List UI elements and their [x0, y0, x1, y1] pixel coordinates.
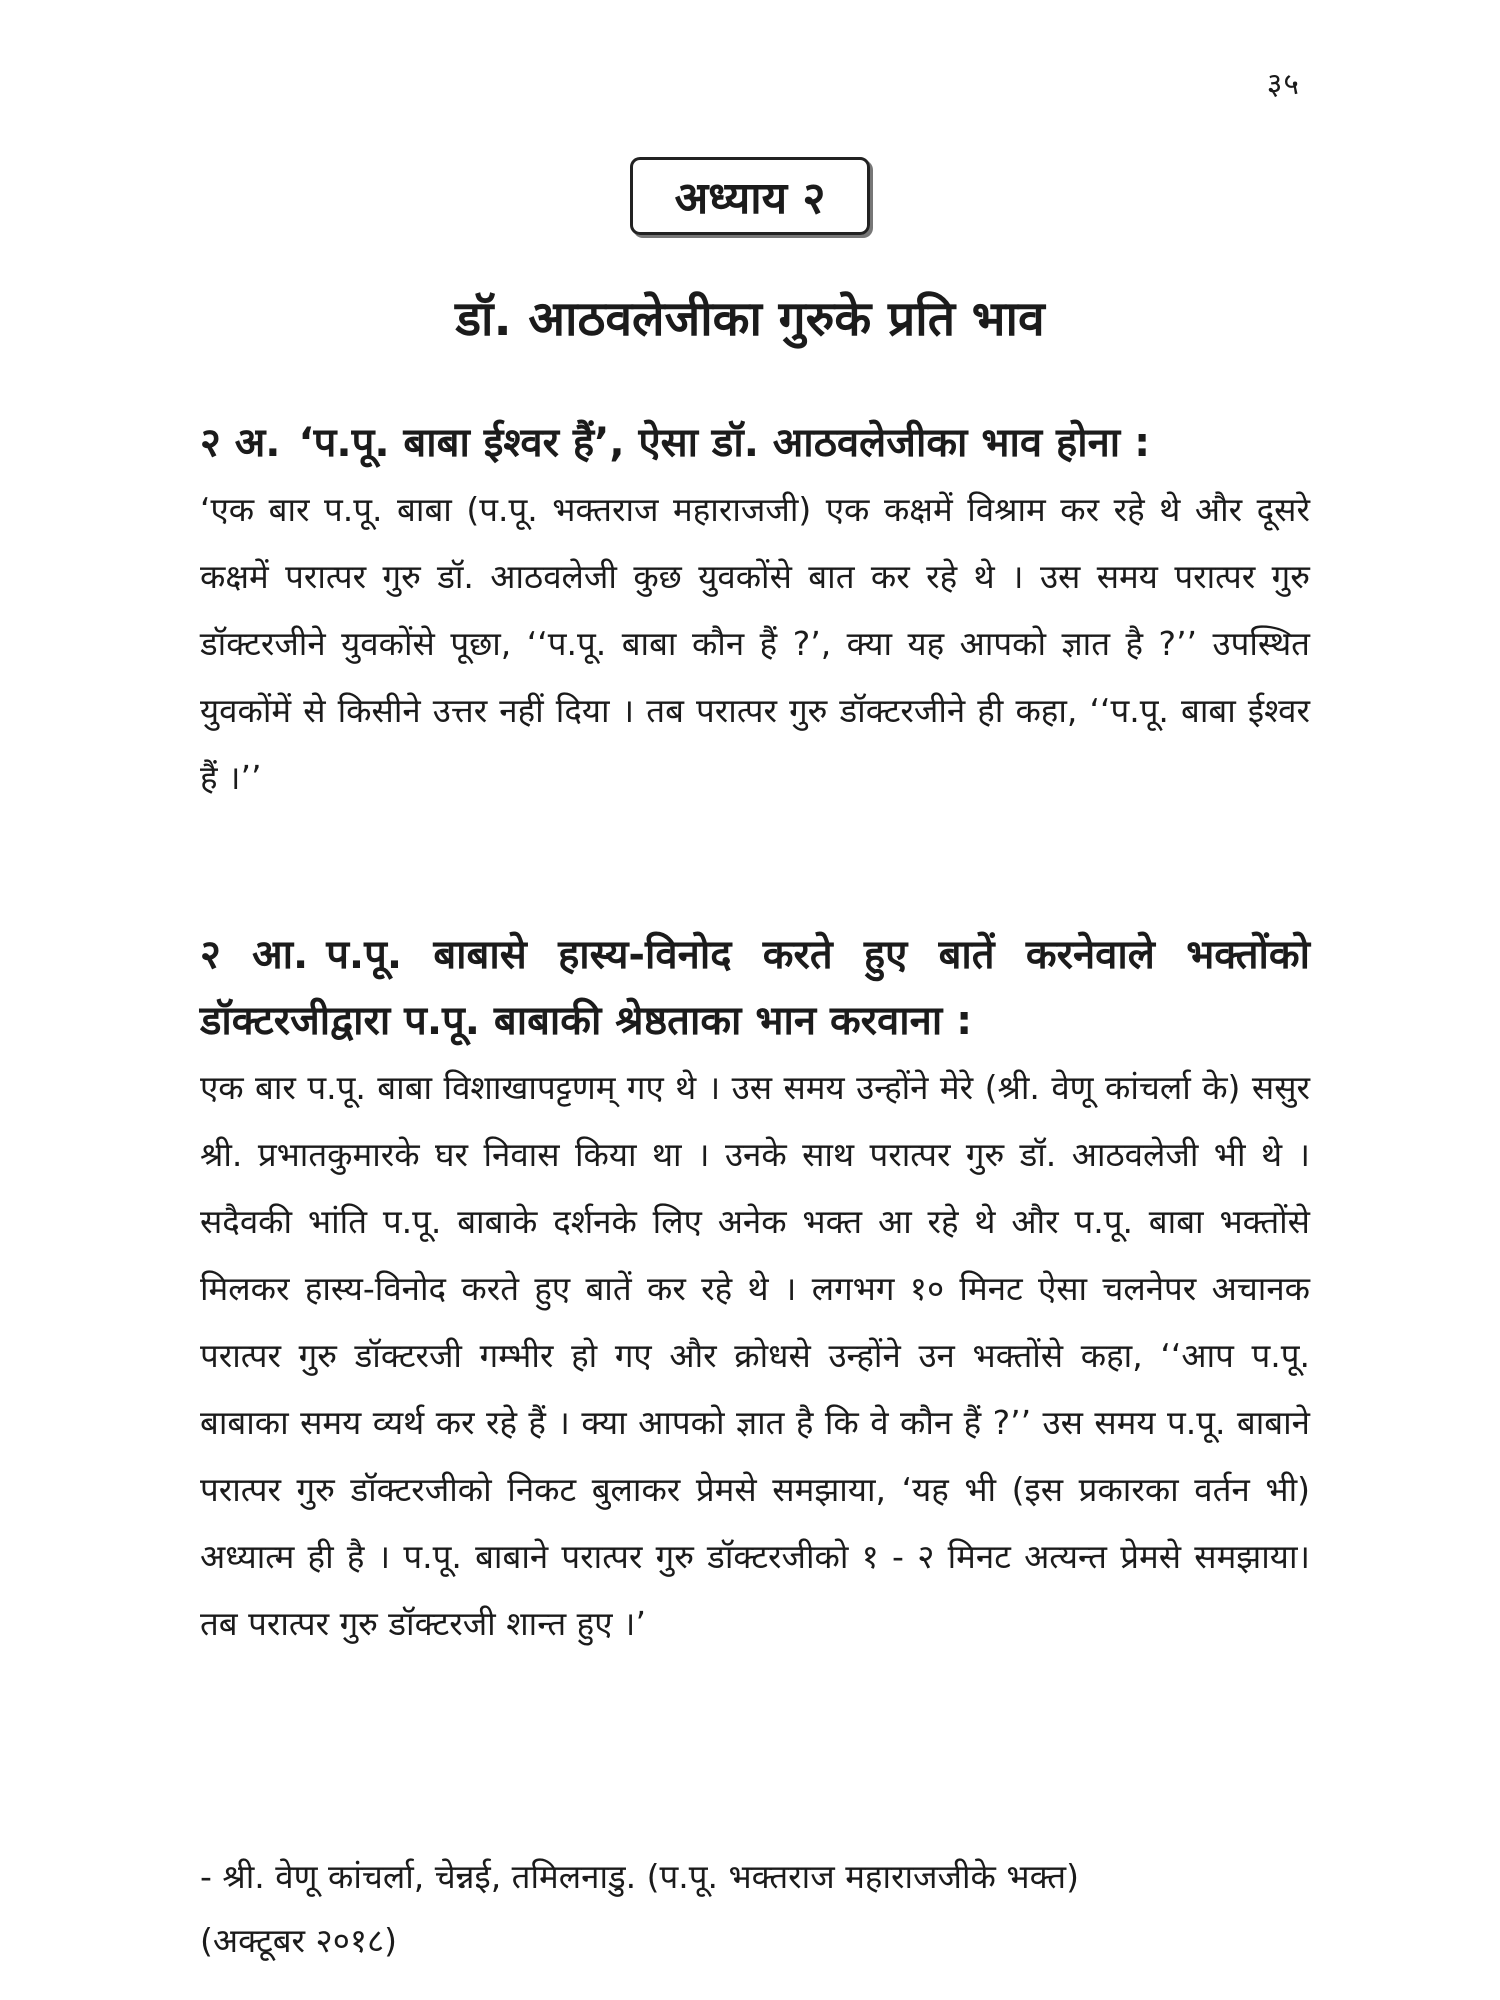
attribution-date: (अक्टूबर २०१८) — [200, 1921, 398, 1960]
page-number: ३५ — [1266, 67, 1300, 102]
section-1-heading-text: ‘प.पू. बाबा ईश्वर हैं’, ऐसा डॉ. आठवलेजीका भाव होना : — [298, 420, 1151, 466]
section-1 — [200, 410, 1310, 811]
section-2-heading — [200, 922, 1310, 1054]
chapter-label: अध्याय २ — [674, 173, 826, 224]
section-2-heading-text: प.पू. बाबासे हास्य-विनोद करते हुए बातें करनेवाले भक्तोंको डॉक्टरजीद्वारा प.पू. बाबाकी श्रेष्ठताका भान करवाना : — [200, 932, 1310, 1044]
section-2 — [200, 922, 1310, 1657]
section-2-number: २ आ. — [200, 932, 309, 978]
chapter-label-box — [630, 157, 870, 235]
section-2-body: एक बार प.पू. बाबा विशाखापट्टणम् गए थे । उस समय उन्होंने मेरे (श्री. वेणू कांचर्ला के) ससुर श्री. प्रभातकुमारके घर निवास किया था । उनके साथ परात्पर गुरु डॉ. आठवलेजी भी थे । सदैवकी भांति प.पू. बाबाके दर्शनके लिए अनेक भक्त आ रहे थे और प.पू. बाबा भक्तोंसे मिलकर हास्य-विनोद करते हुए बातें कर रहे थे । लगभग १० मिनट ऐसा चलनेपर अचानक परात्पर गुरु डॉक्टरजी गम्भीर हो गए और क्रोधसे उन्होंने उन भक्तोंसे कहा, ‘‘आप प.पू. बाबाका समय व्यर्थ कर रहे हैं । क्या आपको ज्ञात है कि वे कौन हैं ?’’ उस समय प.पू. बाबाने परात्पर गुरु डॉक्टरजीको निकट बुलाकर प्रेमसे समझाया, ‘यह भी (इस प्रकारका वर्तन भी) अध्यात्म ही है । प.पू. बाबाने परात्पर गुरु डॉक्टरजीको १ - २ मिनट अत्यन्त प्रेमसे समझाया। तब परात्पर गुरु डॉक्टरजी शान्त हुए ।’ — [200, 1068, 1310, 1643]
section-1-heading — [200, 410, 1310, 476]
attribution — [200, 1845, 1310, 1973]
attribution-author: - श्री. वेणू कांचर्ला, चेन्नई, तमिलनाडु. (प.पू. भक्तराज महाराजजीके भक्त) — [200, 1857, 1079, 1896]
section-1-body: ‘एक बार प.पू. बाबा (प.पू. भक्तराज महाराजजी) एक कक्षमें विश्राम कर रहे थे और दूसरे कक्षमें परात्पर गुरु डॉ. आठवलेजी कुछ युवकोंसे बात कर रहे थे । उस समय परात्पर गुरु डॉक्टरजीने युवकोंसे पूछा, ‘‘प.पू. बाबा कौन हैं ?’, क्या यह आपको ज्ञात है ?’’ उपस्थित युवकोंमें से किसीने उत्तर नहीं दिया । तब परात्पर गुरु डॉक्टरजीने ही कहा, ‘‘प.पू. बाबा ईश्वर हैं ।’’ — [200, 490, 1310, 797]
section-1-number: २ अ. — [200, 420, 281, 466]
chapter-title: डॉ. आठवलेजीका गुरुके प्रति भाव — [455, 291, 1045, 347]
